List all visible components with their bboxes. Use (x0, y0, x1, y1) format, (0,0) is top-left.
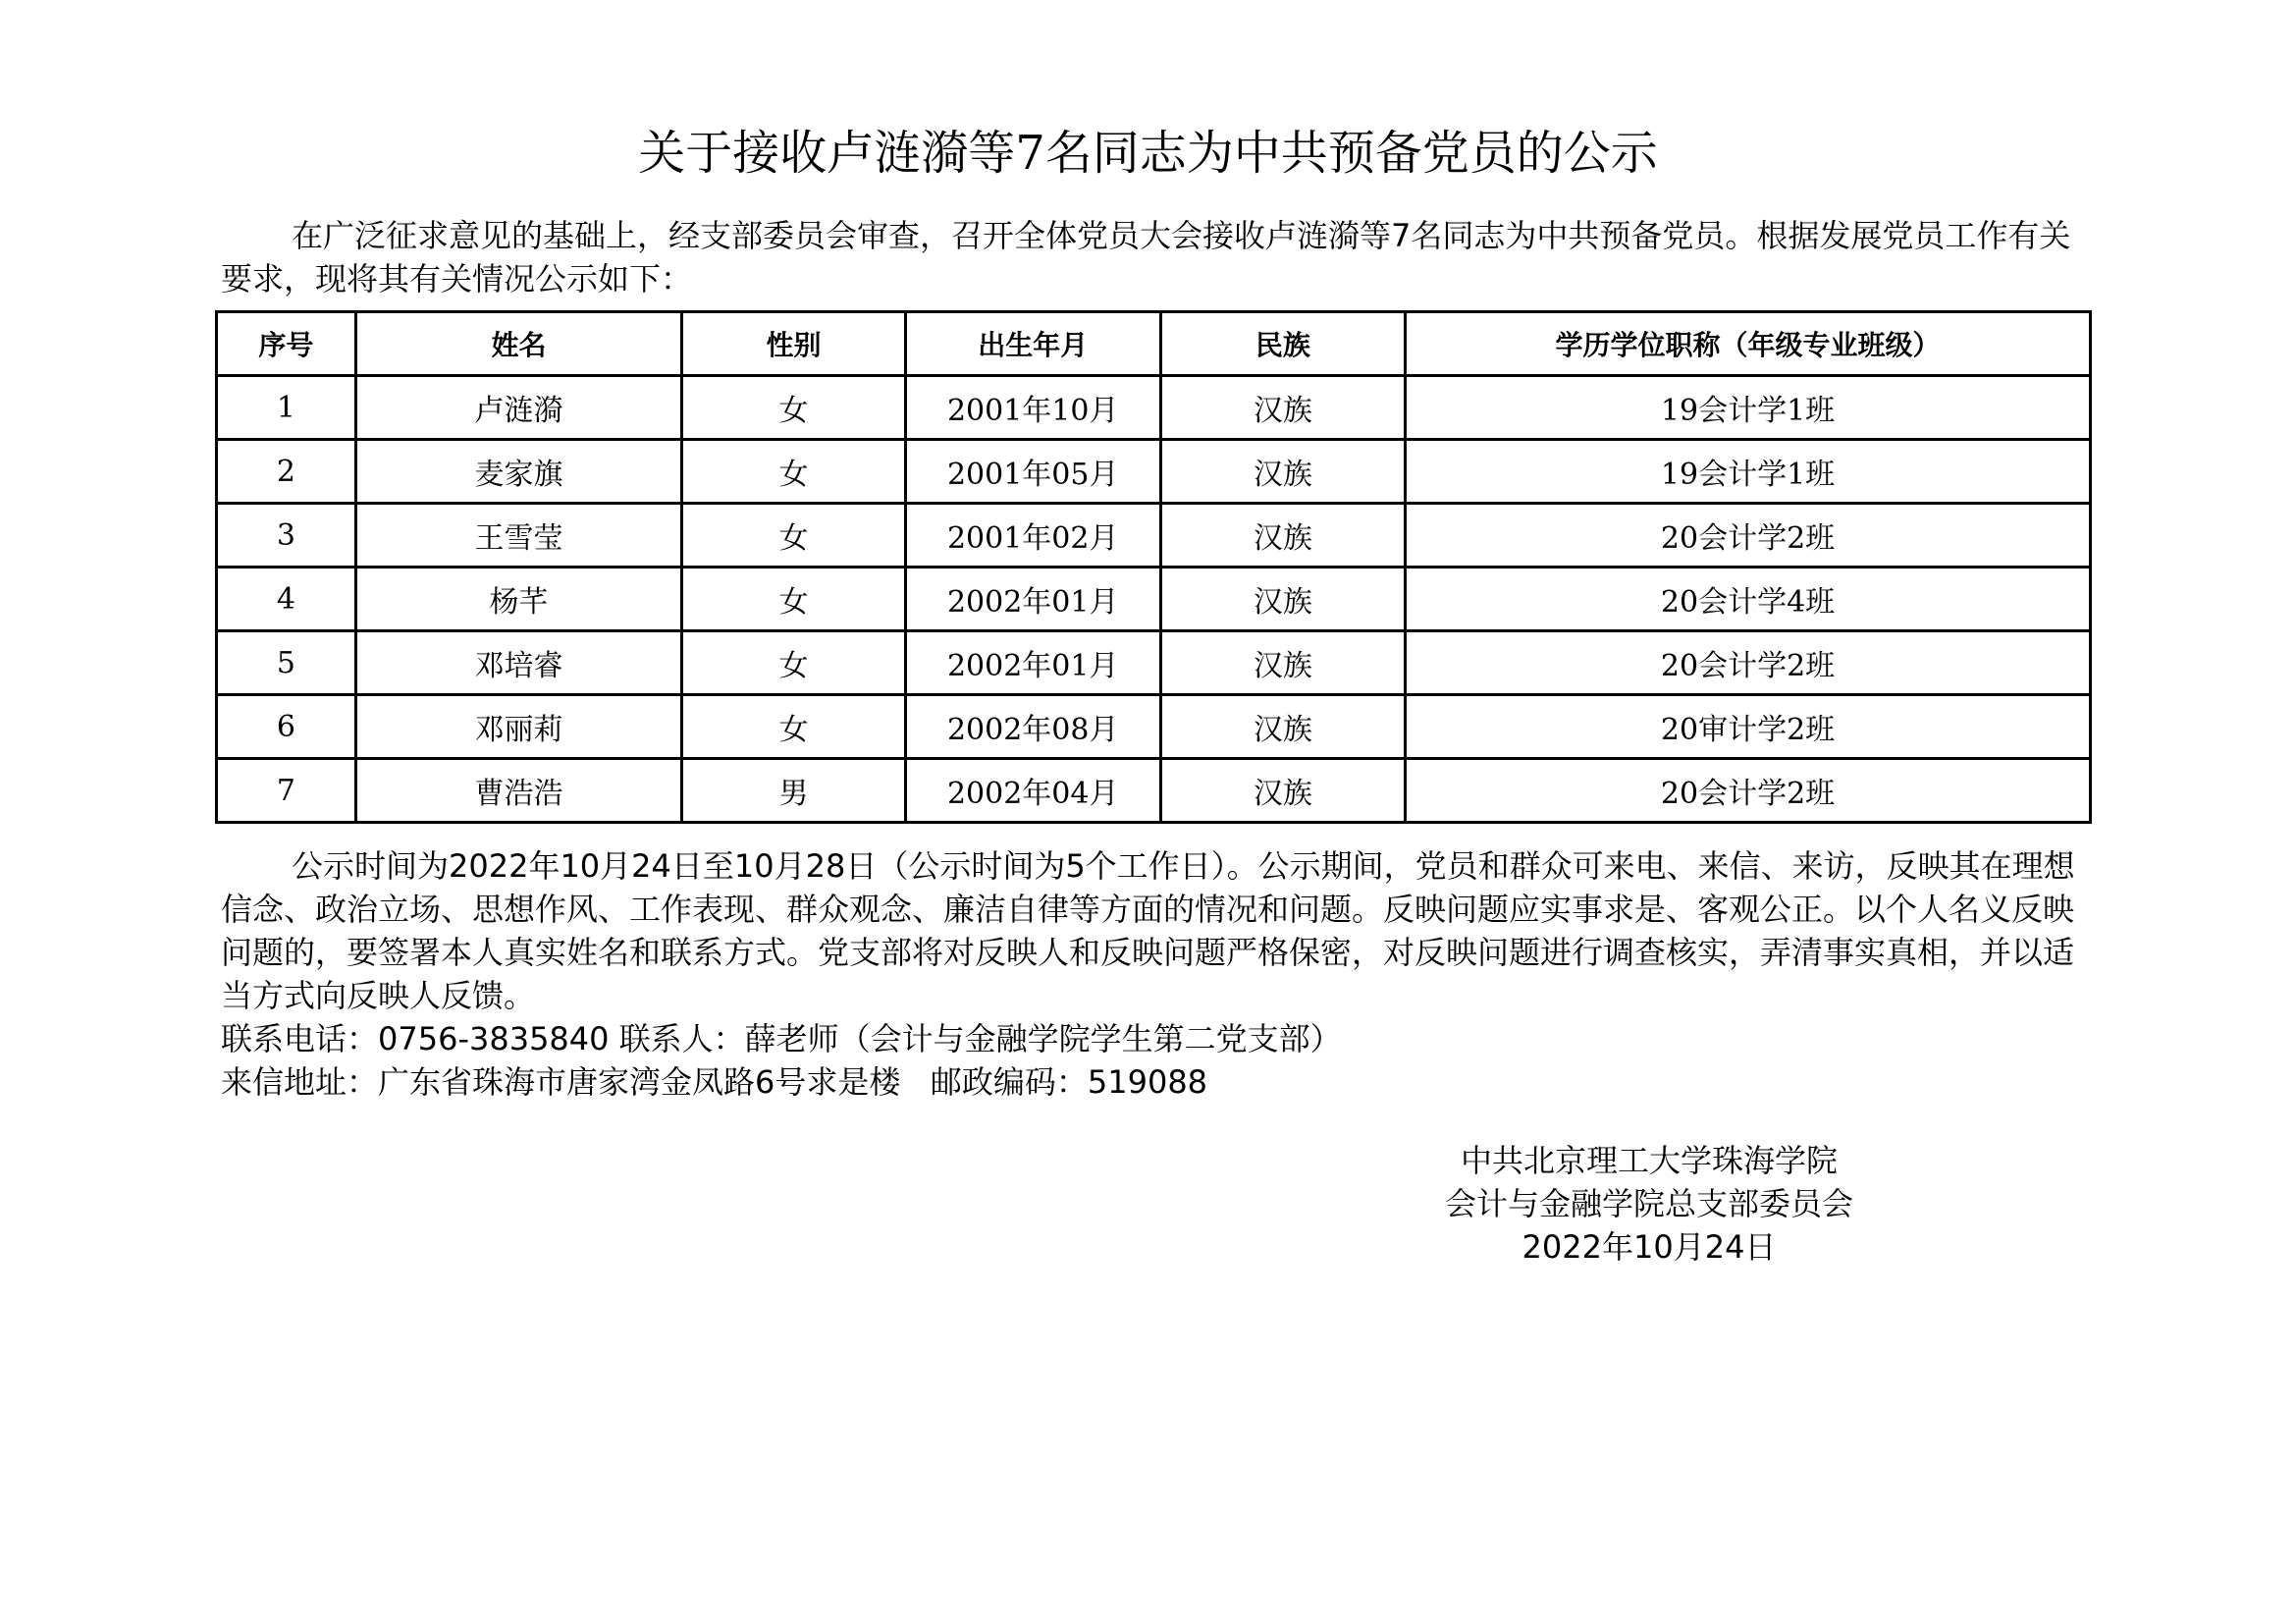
table-header-row (217, 312, 2091, 376)
cell-gender: 女 (682, 440, 906, 504)
signature-date: 2022年10月24日 (1522, 1228, 1777, 1266)
cell-gender: 女 (682, 631, 906, 695)
cell-birth: 2001年05月 (905, 440, 1160, 504)
cell-name: 曹浩浩 (355, 759, 681, 823)
cell-name: 邓培睿 (355, 631, 681, 695)
contact-phone-line: 联系电话：0756-3835840 联系人：薛老师（会计与金融学院学生第二党支部） (221, 1020, 1342, 1057)
header-name: 姓名 (355, 312, 681, 376)
intro-paragraph: 在广泛征求意见的基础上，经支部委员会审查，召开全体党员大会接收卢涟漪等7名同志为中共预备党员。根据发展党员工作有关要求，现将其有关情况公示如下： (221, 217, 2071, 298)
cell-gender: 女 (682, 695, 906, 759)
cell-ethnicity: 汉族 (1160, 504, 1406, 568)
cell-education: 20会计学2班 (1406, 504, 2091, 568)
cell-name: 卢涟漪 (355, 376, 681, 440)
document-title: 关于接收卢涟漪等7名同志为中共预备党员的公示 (638, 126, 1658, 181)
cell-education: 20会计学4班 (1406, 568, 2091, 631)
cell-birth: 2002年01月 (905, 568, 1160, 631)
cell-birth: 2001年10月 (905, 376, 1160, 440)
header-ethnicity: 民族 (1160, 312, 1406, 376)
cell-gender: 女 (682, 376, 906, 440)
header-birth: 出生年月 (905, 312, 1160, 376)
cell-ethnicity: 汉族 (1160, 759, 1406, 823)
table-row (217, 568, 2091, 631)
signature-org-line1: 中共北京理工大学珠海学院 (1460, 1142, 1838, 1179)
header-index: 序号 (217, 312, 356, 376)
header-gender: 性别 (682, 312, 906, 376)
table-row (217, 695, 2091, 759)
header-education: 学历学位职称（年级专业班级） (1406, 312, 2091, 376)
cell-birth: 2002年04月 (905, 759, 1160, 823)
cell-education: 20审计学2班 (1406, 695, 2091, 759)
cell-ethnicity: 汉族 (1160, 440, 1406, 504)
cell-index: 6 (217, 695, 356, 759)
cell-index: 7 (217, 759, 356, 823)
signature-block (1315, 1139, 1983, 1269)
cell-index: 2 (217, 440, 356, 504)
cell-name: 王雪莹 (355, 504, 681, 568)
cell-education: 20会计学2班 (1406, 759, 2091, 823)
cell-gender: 女 (682, 568, 906, 631)
cell-gender: 女 (682, 504, 906, 568)
cell-birth: 2002年01月 (905, 631, 1160, 695)
cell-education: 19会计学1班 (1406, 376, 2091, 440)
cell-birth: 2002年08月 (905, 695, 1160, 759)
cell-name: 麦家旗 (355, 440, 681, 504)
cell-ethnicity: 汉族 (1160, 568, 1406, 631)
cell-name: 邓丽莉 (355, 695, 681, 759)
cell-index: 3 (217, 504, 356, 568)
candidate-table (215, 310, 2092, 824)
mail-address-line: 来信地址：广东省珠海市唐家湾金凤路6号求是楼 邮政编码：519088 (221, 1063, 1208, 1101)
cell-index: 5 (217, 631, 356, 695)
cell-education: 19会计学1班 (1406, 440, 2091, 504)
table-row (217, 376, 2091, 440)
cell-ethnicity: 汉族 (1160, 631, 1406, 695)
cell-gender: 男 (682, 759, 906, 823)
table-row (217, 440, 2091, 504)
cell-index: 1 (217, 376, 356, 440)
cell-name: 杨芊 (355, 568, 681, 631)
cell-education: 20会计学2班 (1406, 631, 2091, 695)
notice-paragraph: 公示时间为2022年10月24日至10月28日（公示时间为5个工作日）。公示期间，党员和群众可来电、来信、来访，反映其在理想信念、政治立场、思想作风、工作表现、群众观念、廉洁自律等方面的情况和问题。反映问题应实事求是、客观公正。以个人名义反映问题的，要签署本人真实姓名和联系方式。党支部将对反映人和反映问题严格保密，对反映问题进行调查核实，弄清事实真相，并以适当方式向反映人反馈。 (221, 847, 2075, 1014)
table-row (217, 631, 2091, 695)
cell-index: 4 (217, 568, 356, 631)
cell-ethnicity: 汉族 (1160, 695, 1406, 759)
table-row (217, 504, 2091, 568)
signature-org-line2: 会计与金融学院总支部委员会 (1444, 1185, 1853, 1222)
table-row (217, 759, 2091, 823)
cell-birth: 2001年02月 (905, 504, 1160, 568)
cell-ethnicity: 汉族 (1160, 376, 1406, 440)
